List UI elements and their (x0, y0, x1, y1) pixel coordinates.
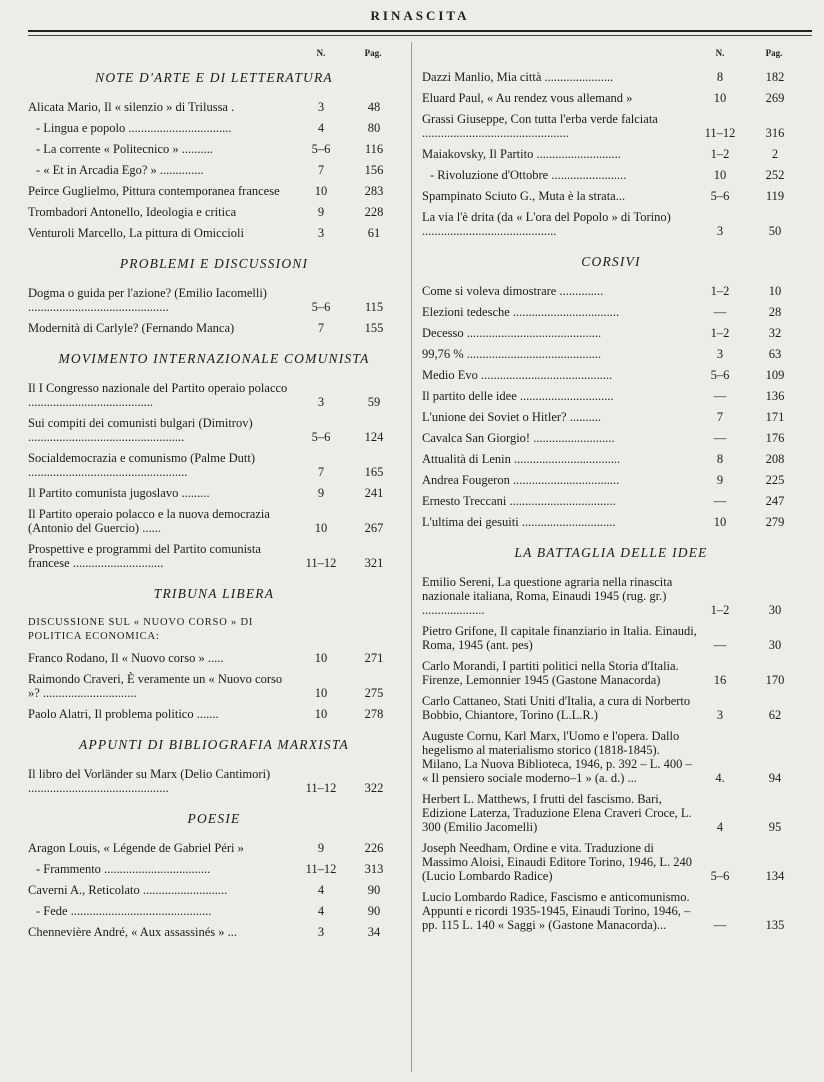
entry-issue-number: 3 (317, 226, 325, 240)
entry-title: Alicata Mario, Il « silenzio » di Trilussa . (28, 100, 235, 114)
index-entry (422, 659, 800, 687)
entry-title: - Rivoluzione d'Ottobre ........................ (430, 168, 627, 182)
entry-title: Trombadori Antonello, Ideologia e critica (28, 205, 237, 219)
index-entry (28, 286, 400, 314)
entry-issue-number: 3 (716, 347, 724, 361)
entry-page-number: 34 (367, 925, 381, 939)
index-entry (422, 168, 800, 182)
entry-page-number: 228 (364, 205, 384, 219)
right-sections (422, 70, 800, 932)
entry-title: 99,76 % ........................................... (422, 347, 602, 361)
entry-issue-number: — (713, 431, 727, 445)
entry-title: Ernesto Treccani .................................. (422, 494, 616, 508)
index-entry (28, 451, 400, 479)
entry-issue-number: 3 (317, 925, 325, 939)
entry-page-number: 170 (765, 673, 785, 687)
index-entry (422, 841, 800, 883)
entry-page-number: 316 (765, 126, 785, 140)
index-entry (422, 284, 800, 298)
entry-issue-number: 5–6 (311, 430, 331, 444)
entry-title: Il Partito operaio polacco e la nuova democrazia (Antonio del Guercio) ...... (28, 507, 270, 535)
entry-title: Peirce Guglielmo, Pittura contemporanea francese (28, 184, 280, 198)
entry-title: Emilio Sereni, La questione agraria nella rinascita nazionale italiana, Roma, Einaudi 1945 (rug. gr.) .................... (422, 575, 673, 617)
pag-header: Pag. (364, 48, 382, 58)
index-entry (28, 121, 400, 135)
entry-title: Il libro del Vorländer su Marx (Delio Cantimori) ............................................. (28, 767, 271, 795)
entry-issue-number: 3 (317, 395, 325, 409)
entry-issue-number: 5–6 (710, 189, 730, 203)
entry-page-number: 30 (768, 603, 782, 617)
entry-title: Il I Congresso nazionale del Partito operaio polacco ........................................ (28, 381, 288, 409)
index-entry (422, 452, 800, 466)
index-entry (28, 651, 400, 665)
entry-title: Come si voleva dimostrare .............. (422, 284, 604, 298)
entry-title: L'ultima dei gesuiti .............................. (422, 515, 616, 529)
entry-title: La via l'è drita (da « L'ora del Popolo » di Torino) ........................................... (422, 210, 671, 238)
entry-issue-number: 10 (314, 521, 328, 535)
index-entry (28, 883, 400, 897)
index-entry (28, 381, 400, 409)
entry-page-number: 171 (765, 410, 785, 424)
entry-issue-number: 16 (713, 673, 727, 687)
index-entry (422, 326, 800, 340)
index-entry (422, 575, 800, 617)
entry-page-number: 90 (367, 883, 381, 897)
entry-issue-number: 1–2 (710, 284, 730, 298)
index-entry (422, 515, 800, 529)
entry-title: Dogma o guida per l'azione? (Emilio Iacomelli) ............................................. (28, 286, 267, 314)
entry-title: Chennevière André, « Aux assassinés » ... (28, 925, 237, 939)
entry-issue-number: 5–6 (311, 300, 331, 314)
entry-issue-number: 5–6 (710, 368, 730, 382)
index-entry (28, 672, 400, 700)
section-title: LA BATTAGLIA DELLE IDEE (514, 545, 708, 560)
entry-page-number: 116 (364, 142, 384, 156)
entry-page-number: 275 (364, 686, 384, 700)
entry-issue-number: 10 (314, 184, 328, 198)
entry-issue-number: 4. (715, 771, 725, 785)
section-title: POESIE (187, 811, 241, 826)
entry-title: Socialdemocrazia e comunismo (Palme Dutt) ................................................... (28, 451, 256, 479)
entry-title: Decesso ........................................... (422, 326, 602, 340)
entry-title: Dazzi Manlio, Mia città ...................... (422, 70, 614, 84)
entry-page-number: 10 (768, 284, 782, 298)
entry-page-number: 247 (765, 494, 785, 508)
index-entry (28, 100, 400, 114)
entry-page-number: 30 (768, 638, 782, 652)
entry-page-number: 267 (364, 521, 384, 535)
index-entry (422, 147, 800, 161)
entry-issue-number: 10 (713, 91, 727, 105)
index-entry (422, 70, 800, 84)
entry-issue-number: 10 (314, 651, 328, 665)
entry-page-number: 62 (768, 708, 782, 722)
entry-issue-number: 10 (314, 707, 328, 721)
pag-header: Pag. (765, 48, 783, 58)
entry-issue-number: 3 (716, 708, 724, 722)
entry-page-number: 226 (364, 841, 384, 855)
entry-page-number: 322 (364, 781, 384, 795)
entry-title: Paolo Alatri, Il problema politico ....... (28, 707, 219, 721)
entry-issue-number: 1–2 (710, 147, 730, 161)
index-entry (28, 163, 400, 177)
index-entry (422, 389, 800, 403)
entry-title: - La corrente « Politecnico » .......... (36, 142, 214, 156)
entry-issue-number: 9 (317, 841, 325, 855)
entry-title: Il Partito comunista jugoslavo ......... (28, 486, 210, 500)
entry-title: Eluard Paul, « Au rendez vous allemand » (422, 91, 633, 105)
entry-page-number: 241 (364, 486, 384, 500)
index-entry (422, 410, 800, 424)
entry-page-number: 28 (768, 305, 782, 319)
entry-issue-number: — (713, 305, 727, 319)
index-entry (28, 184, 400, 198)
entry-page-number: 252 (765, 168, 785, 182)
entry-page-number: 50 (768, 224, 782, 238)
index-entry (422, 431, 800, 445)
entry-title: - Fede ............................................. (36, 904, 212, 918)
entry-issue-number: 3 (716, 224, 724, 238)
entry-issue-number: 9 (317, 205, 325, 219)
entry-title: Venturoli Marcello, La pittura di Omiccioli (28, 226, 244, 240)
entry-title: Auguste Cornu, Karl Marx, l'Uomo e l'opera. Dallo hegelismo al materialismo storico (1818-1845). Milano, La Nuova Biblioteca, 1946, p. 392 – L. 400 – « Il pensiero sociale moderno–1 » (a. d.) ... (422, 729, 692, 785)
index-entry (28, 841, 400, 855)
left-column (28, 48, 400, 946)
index-entry (422, 624, 800, 652)
index-entry (422, 494, 800, 508)
entry-page-number: 63 (768, 347, 782, 361)
section-title: PROBLEMI E DISCUSSIONI (119, 256, 309, 271)
entry-page-number: 279 (765, 515, 785, 529)
entry-issue-number: — (713, 494, 727, 508)
entry-issue-number: 4 (317, 121, 325, 135)
entry-title: - Frammento .................................. (36, 862, 211, 876)
entry-issue-number: 10 (713, 515, 727, 529)
entry-page-number: 283 (364, 184, 384, 198)
entry-page-number: 48 (367, 100, 381, 114)
entry-page-number: 95 (768, 820, 782, 834)
entry-page-number: 32 (768, 326, 782, 340)
index-entry (422, 368, 800, 382)
entry-issue-number: 4 (317, 904, 325, 918)
entry-issue-number: 5–6 (311, 142, 331, 156)
entry-page-number: 134 (765, 869, 785, 883)
index-entry (28, 416, 400, 444)
index-entry (28, 925, 400, 939)
entry-issue-number: 1–2 (710, 603, 730, 617)
entry-page-number: 135 (765, 918, 785, 932)
num-header: N. (715, 48, 725, 58)
entry-page-number: 136 (765, 389, 785, 403)
entry-title: Caverni A., Reticolato ........................... (28, 883, 228, 897)
index-entry (28, 205, 400, 219)
index-entry (422, 347, 800, 361)
entry-title: Sui compiti dei comunisti bulgari (Dimitrov) .................................................. (28, 416, 253, 444)
index-entry (422, 792, 800, 834)
entry-title: Carlo Cattaneo, Stati Uniti d'Italia, a cura di Norberto Bobbio, Chiantore, Torino (L.L.R.) (422, 694, 691, 722)
section-title: APPUNTI DI BIBLIOGRAFIA MARXISTA (79, 737, 349, 752)
header-rule (28, 30, 812, 32)
entry-title: Modernità di Carlyle? (Fernando Manca) (28, 321, 235, 335)
running-header: RINASCITA (370, 8, 470, 23)
entry-issue-number: 10 (314, 686, 328, 700)
entry-title: L'unione dei Soviet o Hitler? .......... (422, 410, 601, 424)
entry-issue-number: 9 (716, 473, 724, 487)
entry-title: Cavalca San Giorgio! .......................... (422, 431, 615, 445)
entry-title: Pietro Grifone, Il capitale finanziario in Italia. Einaudi, Roma, 1945 (ant. pes) (422, 624, 697, 652)
entry-page-number: 59 (367, 395, 381, 409)
left-sections (28, 70, 400, 939)
section-title: MOVIMENTO INTERNAZIONALE COMUNISTA (58, 351, 370, 366)
entry-page-number: 109 (765, 368, 785, 382)
column-headers-left (28, 48, 400, 70)
entry-page-number: 208 (765, 452, 785, 466)
entry-issue-number: 5–6 (710, 869, 730, 883)
entry-issue-number: 11–12 (305, 781, 337, 795)
entry-issue-number: 3 (317, 100, 325, 114)
entry-page-number: 124 (364, 430, 384, 444)
entry-issue-number: 7 (317, 163, 325, 177)
entry-page-number: 278 (364, 707, 384, 721)
index-entry (28, 862, 400, 876)
entry-page-number: 155 (364, 321, 384, 335)
entry-page-number: 94 (768, 771, 782, 785)
index-entry (28, 507, 400, 535)
entry-title: Andrea Fougeron .................................. (422, 473, 620, 487)
entry-title: Joseph Needham, Ordine e vita. Traduzione di Massimo Aloisi, Einaudi Editore Torino, 1946, L. 240 (Lucio Lombardo Radice) (422, 841, 693, 883)
entry-title: Medio Evo .......................................... (422, 368, 613, 382)
entry-issue-number: — (713, 389, 727, 403)
index-entry (422, 210, 800, 238)
num-header: N. (316, 48, 326, 58)
section-title: TRIBUNA LIBERA (153, 586, 275, 601)
entry-issue-number: 7 (317, 321, 325, 335)
entry-issue-number: 7 (317, 465, 325, 479)
entry-issue-number: 9 (317, 486, 325, 500)
index-entry (28, 142, 400, 156)
right-column (422, 48, 800, 939)
entry-page-number: 119 (765, 189, 785, 203)
entry-page-number: 176 (765, 431, 785, 445)
index-entry (28, 707, 400, 721)
entry-title: - Lingua e popolo ................................. (36, 121, 232, 135)
entry-title: Grassi Giuseppe, Con tutta l'erba verde falciata ............................................... (422, 112, 658, 140)
entry-issue-number: 11–12 (704, 126, 736, 140)
entry-title: Elezioni tedesche .................................. (422, 305, 620, 319)
entry-page-number: 182 (765, 70, 785, 84)
entry-issue-number: 8 (716, 70, 724, 84)
entry-page-number: 90 (367, 904, 381, 918)
entry-page-number: 165 (364, 465, 384, 479)
index-entry (422, 189, 800, 203)
entry-page-number: 2 (771, 147, 779, 161)
entry-page-number: 313 (364, 862, 384, 876)
entry-page-number: 321 (364, 556, 384, 570)
entry-title: - « Et in Arcadia Ego? » .............. (36, 163, 204, 177)
entry-issue-number: — (713, 918, 727, 932)
header-rule-thin (28, 35, 812, 36)
entry-title: Herbert L. Matthews, I frutti del fascismo. Bari, Edizione Laterza, Traduzione Elena Craveri Croce, L. 300 (Emilio Jacomelli) (422, 792, 692, 834)
entry-issue-number: 1–2 (710, 326, 730, 340)
entry-page-number: 269 (765, 91, 785, 105)
index-entry (28, 321, 400, 335)
column-divider (411, 42, 412, 1072)
entry-issue-number: 4 (317, 883, 325, 897)
index-entry (28, 226, 400, 240)
section-title: CORSIVI (581, 254, 641, 269)
entry-issue-number: 8 (716, 452, 724, 466)
entry-title: DISCUSSIONE SUL « NUOVO CORSO » DI POLITICA ECONOMICA: (28, 617, 254, 642)
index-entry (422, 91, 800, 105)
entry-title: Prospettive e programmi del Partito comunista francese ............................. (28, 542, 261, 570)
index-entry (28, 486, 400, 500)
entry-title: Raimondo Craveri, È veramente un « Nuovo corso »? .............................. (28, 672, 283, 700)
section-title: NOTE D'ARTE E DI LETTERATURA (95, 70, 333, 85)
index-entry (28, 904, 400, 918)
entry-title: Maiakovsky, Il Partito ........................... (422, 147, 621, 161)
entry-title: Franco Rodano, Il « Nuovo corso » ..... (28, 651, 224, 665)
index-entry (422, 890, 800, 932)
entry-page-number: 271 (364, 651, 384, 665)
entry-issue-number: 10 (713, 168, 727, 182)
index-entry (422, 473, 800, 487)
entry-title: Carlo Morandi, I partiti politici nella Storia d'Italia. Firenze, Lemonnier 1945 (Gastone Manacorda) (422, 659, 679, 687)
entry-page-number: 225 (765, 473, 785, 487)
entry-title: Spampinato Sciuto G., Muta è la strata... (422, 189, 626, 203)
entry-issue-number: — (713, 638, 727, 652)
entry-page-number: 156 (364, 163, 384, 177)
index-entry (28, 616, 400, 644)
index-entry (422, 305, 800, 319)
index-entry (28, 542, 400, 570)
entry-title: Aragon Louis, « Légende de Gabriel Péri » (28, 841, 244, 855)
entry-issue-number: 7 (716, 410, 724, 424)
entry-page-number: 115 (364, 300, 384, 314)
entry-title: Lucio Lombardo Radice, Fascismo e anticomunismo. Appunti e ricordi 1935-1945, Einaudi Torino, 1946, – pp. 115 L. 140 « Saggi » (Gastone Manacorda)... (422, 890, 691, 932)
entry-title: Attualità di Lenin .................................. (422, 452, 621, 466)
entry-page-number: 61 (367, 226, 381, 240)
index-entry (28, 767, 400, 795)
entry-issue-number: 11–12 (305, 556, 337, 570)
index-entry (422, 112, 800, 140)
column-headers-right (422, 48, 800, 70)
entry-issue-number: 4 (716, 820, 724, 834)
index-entry (422, 729, 800, 785)
entry-issue-number: 11–12 (305, 862, 337, 876)
index-entry (422, 694, 800, 722)
entry-title: Il partito delle idee .............................. (422, 389, 614, 403)
entry-page-number: 80 (367, 121, 381, 135)
